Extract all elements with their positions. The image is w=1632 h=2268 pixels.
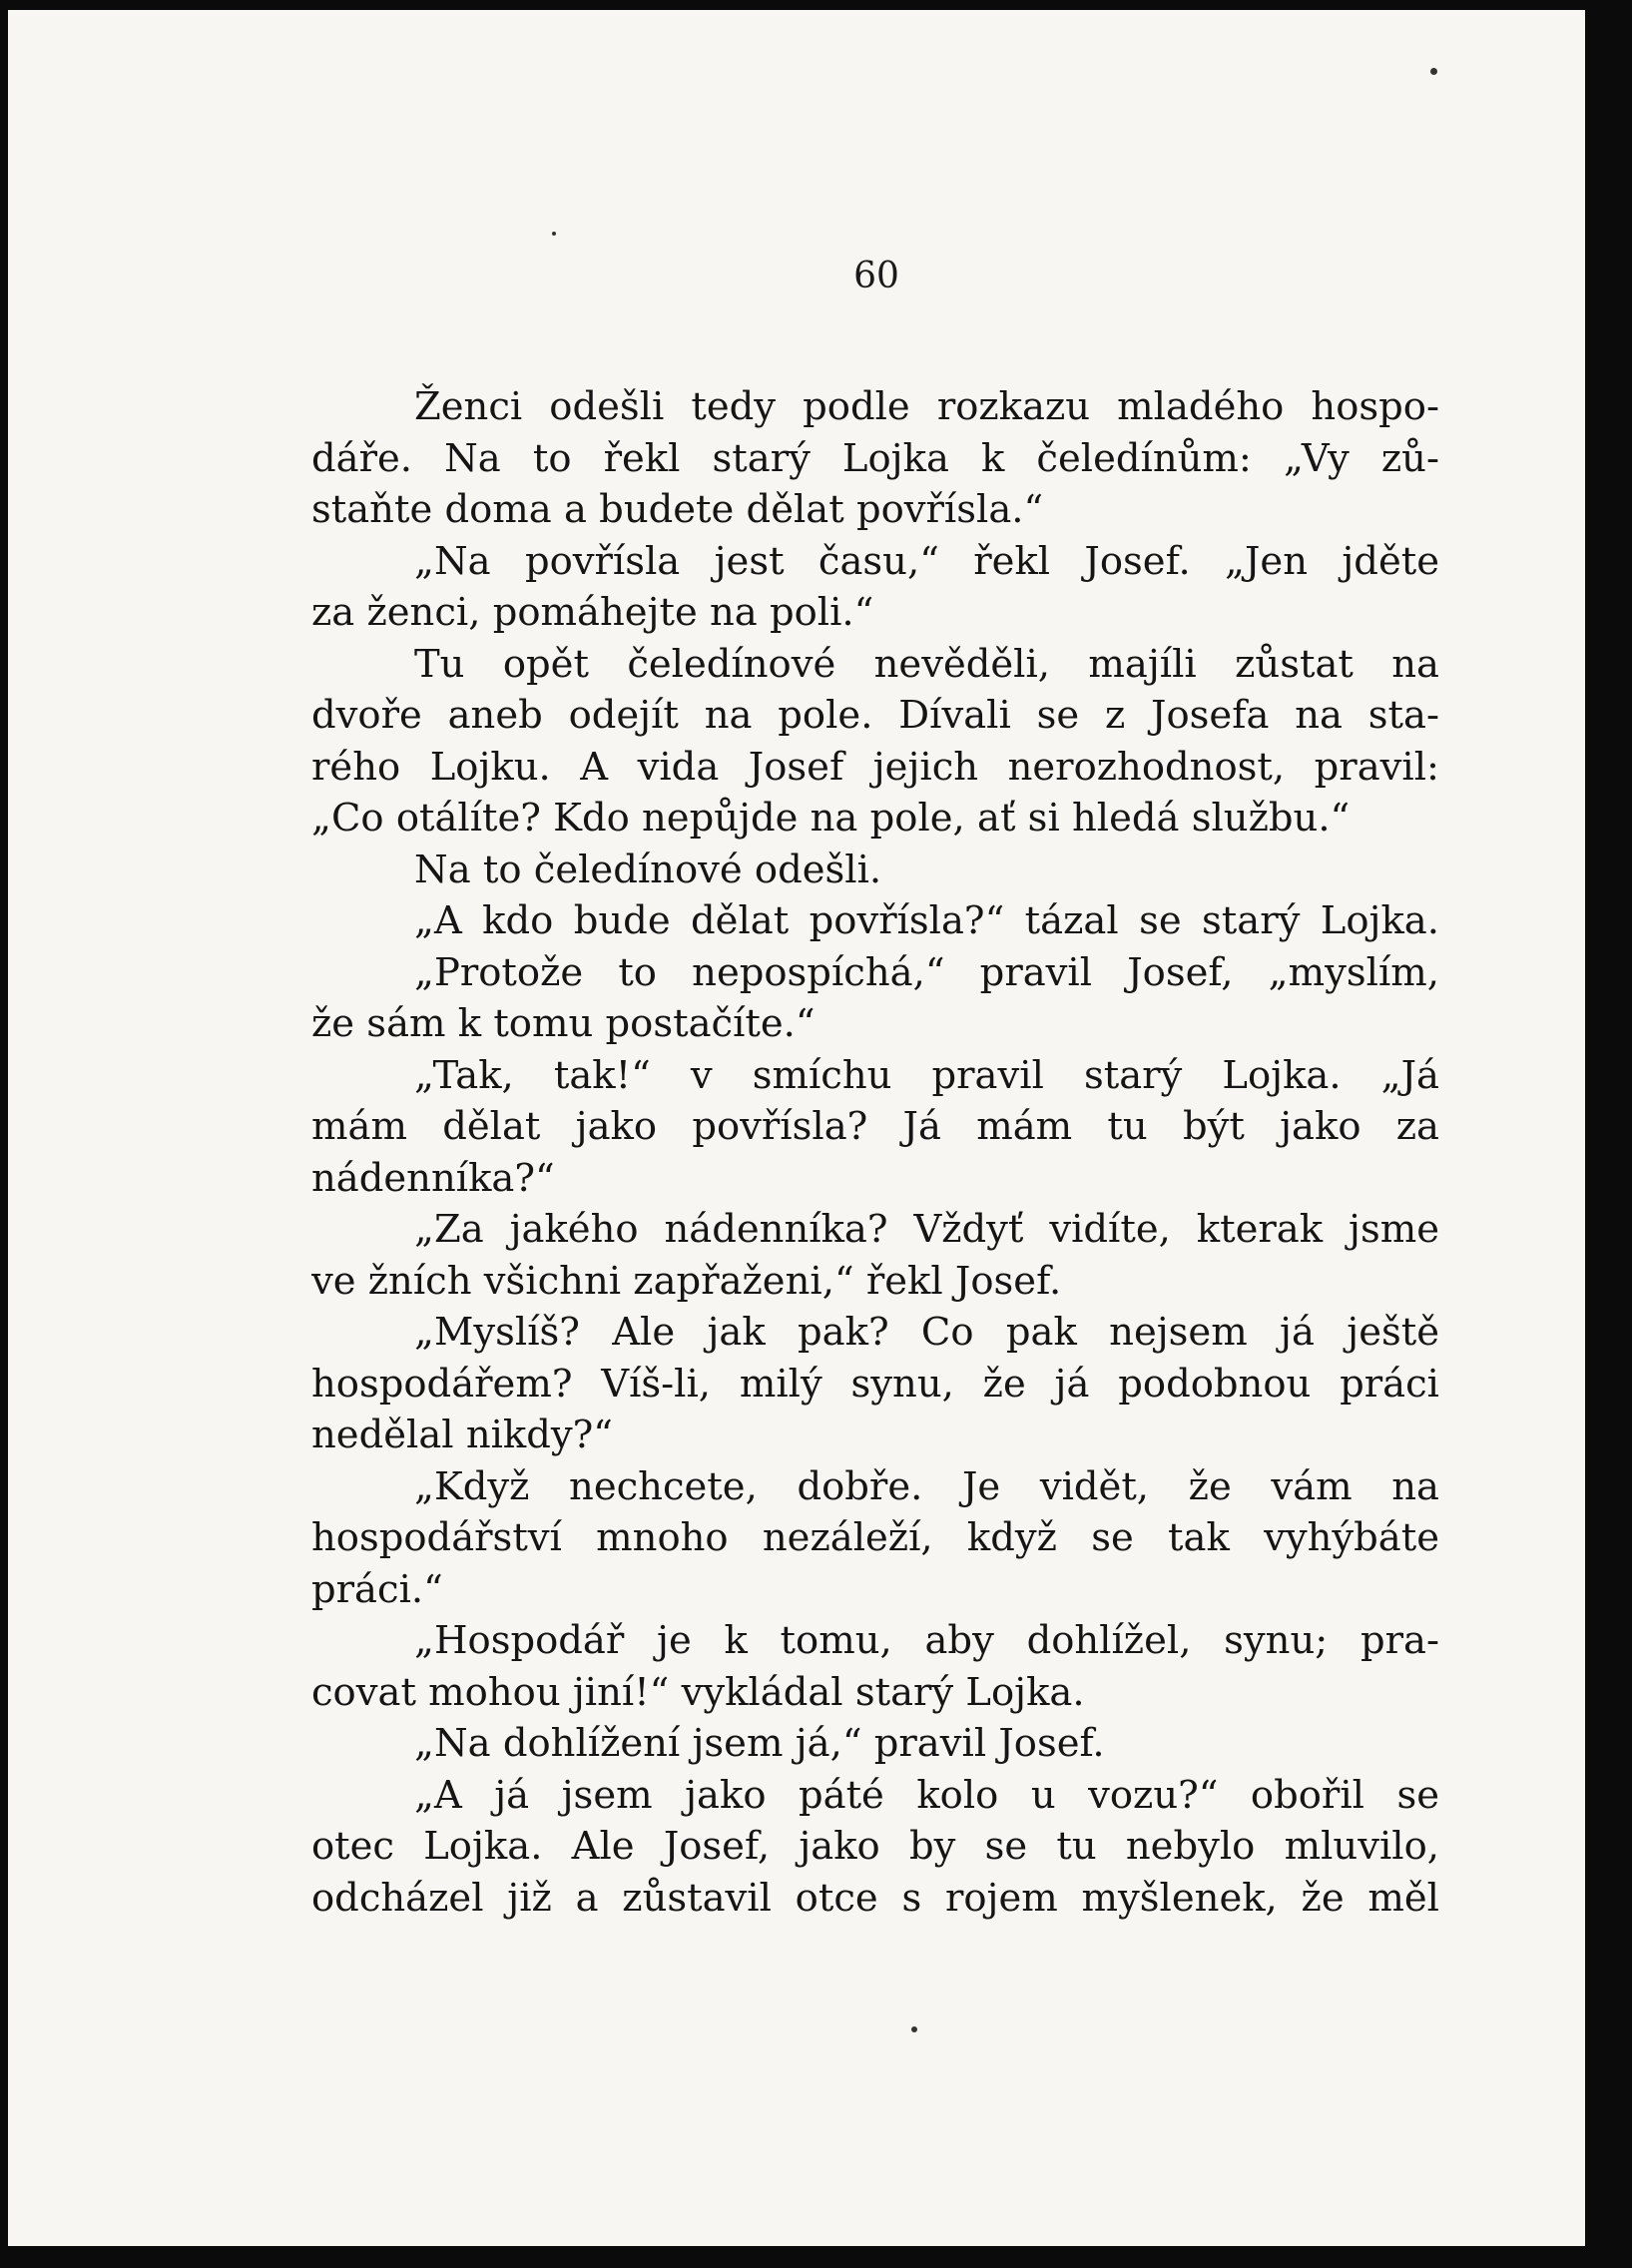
text-line: dáře. Na to řekl starý Lojka k čeledínům: „Vy zů- <box>311 435 1439 481</box>
text-line: hospodářem? Víš-li, milý synu, že já podobnou práci <box>311 1361 1439 1407</box>
text-line: covat mohou jiní!“ vykládal starý Lojka. <box>311 1669 1085 1715</box>
text-line: že sám k tomu postačíte.“ <box>311 1001 816 1046</box>
page-number: 60 <box>853 256 899 296</box>
text-line: „Co otálíte? Kdo nepůjde na pole, ať si hledá službu.“ <box>311 796 1351 841</box>
paper-speck <box>552 232 556 236</box>
text-line: Ženci odešli tedy podle rozkazu mladého hospo- <box>414 384 1439 429</box>
text-line: „A já jsem jako páté kolo u vozu?“ obořil se <box>414 1772 1439 1818</box>
text-line: „Za jakého nádenníka? Vždyť vidíte, kterak jsme <box>414 1207 1439 1252</box>
text-line: mám dělat jako povřísla? Já mám tu být jako za <box>311 1104 1439 1149</box>
text-line: „Protože to nepospíchá,“ pravil Josef, „myslím, <box>414 949 1439 995</box>
text-line: „Hospodář je k tomu, aby dohlížel, synu; pra- <box>414 1618 1439 1663</box>
text-line: nedělal nikdy?“ <box>311 1413 613 1457</box>
book-page <box>8 10 1585 2246</box>
text-line: za ženci, pomáhejte na poli.“ <box>311 590 874 635</box>
text-line: „Na dohlížení jsem já,“ pravil Josef. <box>414 1721 1105 1766</box>
text-line: dvoře aneb odejít na pole. Dívali se z Josefa na sta- <box>311 693 1439 738</box>
text-line: hospodářství mnoho nezáleží, když se tak vyhýbáte <box>311 1515 1439 1560</box>
text-line: staňte doma a budete dělat povřísla.“ <box>311 487 1044 532</box>
text-line: „Myslíš? Ale jak pak? Co pak nejsem já ještě <box>414 1310 1439 1355</box>
text-line: „Tak, tak!“ v smíchu pravil starý Lojka. „Já <box>414 1052 1439 1098</box>
paper-speck <box>1430 68 1437 75</box>
text-line: Tu opět čeledínové nevěděli, majíli zůstat na <box>414 641 1439 687</box>
text-line: odcházel již a zůstavil otce s rojem myšlenek, že měl <box>311 1875 1439 1921</box>
text-line: ve žních všichni zapřaženi,“ řekl Josef. <box>311 1258 1062 1304</box>
text-line: „A kdo bude dělat povřísla?“ tázal se starý Lojka. <box>414 898 1439 943</box>
text-line: nádenníka?“ <box>311 1155 555 1201</box>
text-line: „Když nechcete, dobře. Je vidět, že vám na <box>414 1463 1439 1509</box>
body-text <box>311 381 1439 1924</box>
text-line: „Na povřísla jest času,“ řekl Josef. „Jen jděte <box>414 538 1439 584</box>
paper-speck <box>911 2026 917 2032</box>
text-line: rého Lojku. A vida Josef jejich nerozhodnost, pravil: <box>311 744 1439 790</box>
text-line: práci.“ <box>311 1566 443 1612</box>
text-line: otec Lojka. Ale Josef, jako by se tu nebylo mluvilo, <box>311 1824 1439 1869</box>
text-line: Na to čeledínové odešli. <box>414 847 882 892</box>
